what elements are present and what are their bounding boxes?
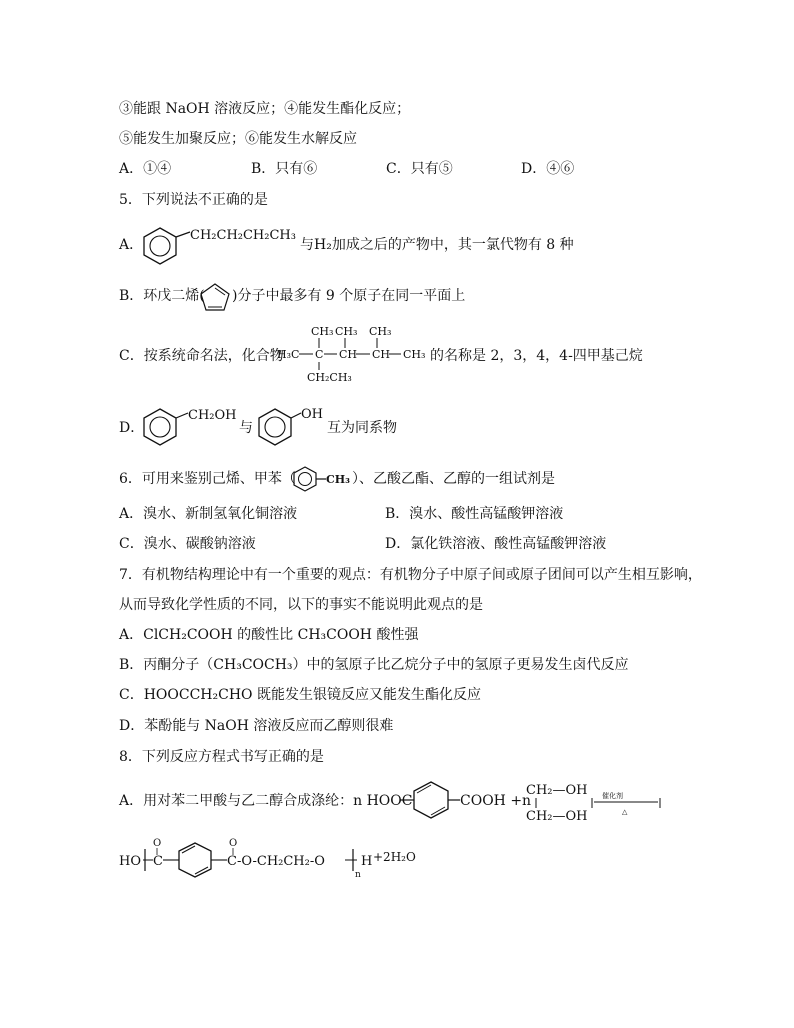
svg-text:CH: CH — [372, 348, 391, 361]
q8-stem: 8．下列反应方程式书写正确的是 — [119, 749, 324, 765]
q7-option-c: C．HOOCCH₂CHO 既能发生银镜反应又能发生酯化反应 — [119, 687, 481, 703]
q5-option-a-label: A． — [119, 237, 144, 253]
svg-text:O: O — [153, 838, 162, 849]
svg-text:HO: HO — [119, 854, 141, 869]
cyclopentadiene-structure — [198, 281, 232, 313]
q4-option-b: B．只有⑥ — [251, 161, 318, 177]
svg-text:C: C — [315, 348, 324, 361]
butyl-chain-text: CH₂CH₂CH₂CH₃ — [190, 228, 296, 243]
svg-text:C-O-CH₂CH₂-O: C-O-CH₂CH₂-O — [227, 854, 325, 869]
svg-text:CH₃: CH₃ — [326, 473, 350, 486]
q5-option-d-text: 互为同系物 — [327, 420, 397, 436]
terephthalic-acid-reaction — [396, 772, 672, 832]
svg-text:H₃C: H₃C — [277, 348, 300, 361]
svg-text:H: H — [361, 854, 373, 869]
q5-option-c-text: 的名称是 2，3，4，4-四甲基己烷 — [430, 348, 643, 364]
q8-option-a-text: A．用对苯二甲酸与乙二醇合成涤纶：n HOOC — [119, 793, 413, 809]
q5-option-b-label: B．环戊二烯( — [119, 288, 205, 304]
q4-option-c: C．只有⑤ — [386, 161, 453, 177]
q7-option-d: D．苯酚能与 NaOH 溶液反应而乙醇则很难 — [119, 718, 394, 734]
svg-text:△: △ — [622, 808, 628, 816]
svg-text:COOH +n: COOH +n — [460, 793, 532, 809]
svg-text:n: n — [355, 870, 361, 880]
tetramethylhexane-structure — [277, 322, 429, 384]
q4-option-d: D．④⑥ — [521, 161, 575, 177]
q4-line-5-6: ⑤能发生加聚反应；⑥能发生水解反应 — [119, 131, 357, 147]
q7-option-b: B．丙酮分子（CH₃COCH₃）中的氢原子比乙烷分子中的氢原子更易发生卤代反应 — [119, 657, 629, 673]
svg-text:OH: OH — [301, 407, 323, 422]
benzyl-alcohol-structure — [140, 404, 240, 450]
q6-option-a: A．溴水、新制氢氧化铜溶液 — [119, 506, 298, 522]
svg-text:CH: CH — [339, 348, 358, 361]
q5-option-b-text: )分子中最多有 9 个原子在同一平面上 — [232, 288, 466, 304]
svg-text:CH₂CH₃: CH₂CH₃ — [307, 371, 352, 384]
svg-text:CH₃: CH₃ — [335, 325, 358, 338]
svg-text:CH₂—OH: CH₂—OH — [526, 783, 588, 798]
svg-text:催化剂: 催化剂 — [602, 792, 623, 800]
q5-option-a-text: 与H₂加成之后的产物中，其一氯代物有 8 种 — [300, 237, 574, 253]
svg-text:O: O — [229, 838, 238, 849]
svg-text:CH₃: CH₃ — [311, 325, 334, 338]
svg-text:+2H₂O: +2H₂O — [373, 850, 416, 864]
svg-text:CH₃: CH₃ — [369, 325, 392, 338]
svg-text:C: C — [153, 854, 163, 869]
q6-stem-b: ）、乙酸乙酯、乙醇的一组试剂是 — [352, 471, 555, 487]
q4-option-a: A．①④ — [119, 161, 172, 177]
svg-text:CH₂OH: CH₂OH — [188, 408, 237, 423]
svg-text:CH₃: CH₃ — [403, 348, 426, 361]
q6-option-b: B．溴水、酸性高锰酸钾溶液 — [385, 506, 564, 522]
butylbenzene-structure — [140, 222, 300, 270]
q4-line-3-4: ③能跟 NaOH 溶液反应；④能发生酯化反应； — [119, 101, 411, 117]
toluene-structure — [292, 465, 354, 493]
q5-option-c-label: C．按系统命名法，化合物 — [119, 348, 284, 364]
q5-option-d-label: D． — [119, 420, 145, 436]
q5-option-d-with: 与 — [239, 420, 253, 436]
q7-stem-line-2: 从而导致化学性质的不同，以下的事实不能说明此观点的是 — [119, 597, 483, 613]
polyester-product — [119, 835, 439, 885]
q7-stem-line-1: 7．有机物结构理论中有一个重要的观点：有机物分子中原子间或原子团间可以产生相互影响， — [119, 567, 702, 583]
q6-option-c: C．溴水、碳酸钠溶液 — [119, 536, 256, 552]
q6-stem-a: 6．可用来鉴别己烯、甲苯（ — [119, 471, 296, 487]
phenol-structure — [255, 404, 327, 450]
q5-stem: 5．下列说法不正确的是 — [119, 192, 268, 208]
q7-option-a: A．ClCH₂COOH 的酸性比 CH₃COOH 酸性强 — [119, 627, 419, 643]
svg-text:CH₂—OH: CH₂—OH — [526, 809, 588, 824]
q6-option-d: D．氯化铁溶液、酸性高锰酸钾溶液 — [385, 536, 607, 552]
